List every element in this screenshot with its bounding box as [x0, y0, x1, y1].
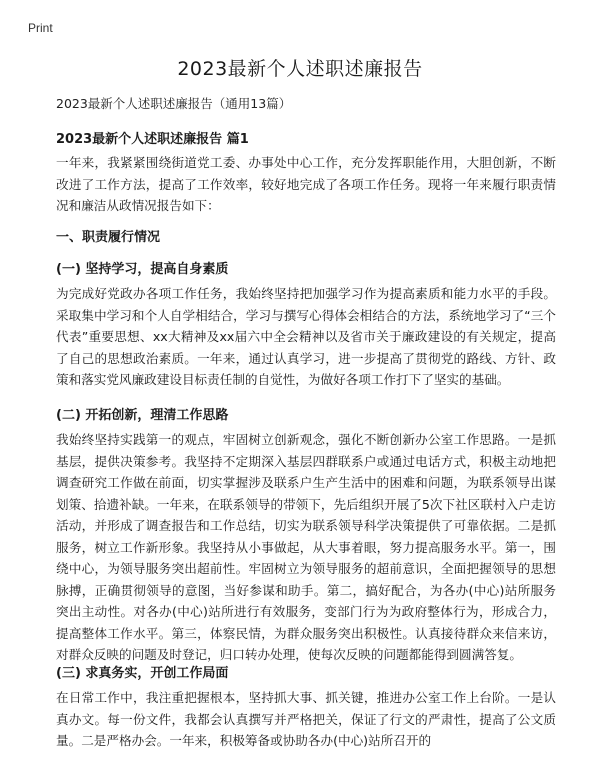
subheading-study: (一) 坚持学习，提高自身素质: [56, 262, 229, 277]
intro-paragraph: 一年来，我紧紧围绕街道党工委、办事处中心工作，充分发挥职能作用，大胆创新，不断改进了工作方法，提高了工作效率，较好地完成了各项工作任务。现将一年来履行职责情况和廉洁从政情况报告如下：: [56, 155, 556, 213]
print-label[interactable]: Print: [28, 21, 53, 35]
subheading-practical: (三) 求真务实，开创工作局面: [56, 666, 229, 681]
section-title: 2023最新个人述职述廉报告 篇1: [56, 132, 249, 147]
subheading-innovation: (二) 开拓创新，理清工作思路: [56, 408, 229, 423]
paragraph-study: 为完成好党政办各项工作任务，我始终坚持把加强学习作为提高素质和能力水平的手段。采取集中学习和个人自学相结合，学习与撰写心得体会相结合的方法，系统地学习了“三个代表”重要思想、xx大精神及xx届六中全会精神以及省市关于廉政建设的有关规定，提高了自己的思想政治素质。一年来，通过认真学习，进一步提高了贯彻党的路线、方针、政策和落实党风廉政建设目标责任制的自觉性，为做好各项工作打下了坚实的基础。: [56, 286, 556, 387]
document-title: 2023最新个人述职述廉报告: [177, 58, 423, 80]
paragraph-practical: 在日常工作中，我注重把握根本，坚持抓大事、抓关键，推进办公室工作上台阶。一是认真办文。每一份文件，我都会认真撰写并严格把关，保证了行文的严肃性，提高了公文质量。二是严格办会。一年来，积极筹备或协助各办(中心)站所召开的: [56, 690, 556, 748]
heading-duties: 一、职责履行情况: [56, 230, 161, 245]
document-subtitle: 2023最新个人述职述廉报告（通用13篇）: [56, 96, 292, 111]
paragraph-innovation: 我始终坚持实践第一的观点，牢固树立创新观念，强化不断创新办公室工作思路。一是抓基层，提供决策参考。我坚持不定期深入基层四群联系户或通过电话方式，积极主动地把调查研究工作做在前面，切实掌握涉及联系户生产生活中的困难和问题，为联系领导出谋划策、拾遗补缺。一年来，在联系领导的带领下，先后组织开展了5次下社区联村入户走访活动，并形成了调查报告和工作总结，切实为联系领导科学决策提供了可靠依据。二是抓服务，树立工作新形象。我坚持从小事做起，从大事着眼，努力提高服务水平。第一，围绕中心，为领导服务突出超前性。牢固树立为领导服务的超前意识，全面把握领导的思想脉搏，正确贯彻领导的意图，当好参谋和助手。第二，搞好配合，为各办(中心)站所服务突出主动性。对各办(中心)站所进行有效服务，变部门行为为政府整体行为，形成合力，提高整体工作水平。第三，体察民情，为群众服务突出积极性。认真接待群众来信来访，对群众反映的问题及时登记，归口转办处理，使每次反映的问题都能得到圆满答复。: [56, 432, 556, 662]
